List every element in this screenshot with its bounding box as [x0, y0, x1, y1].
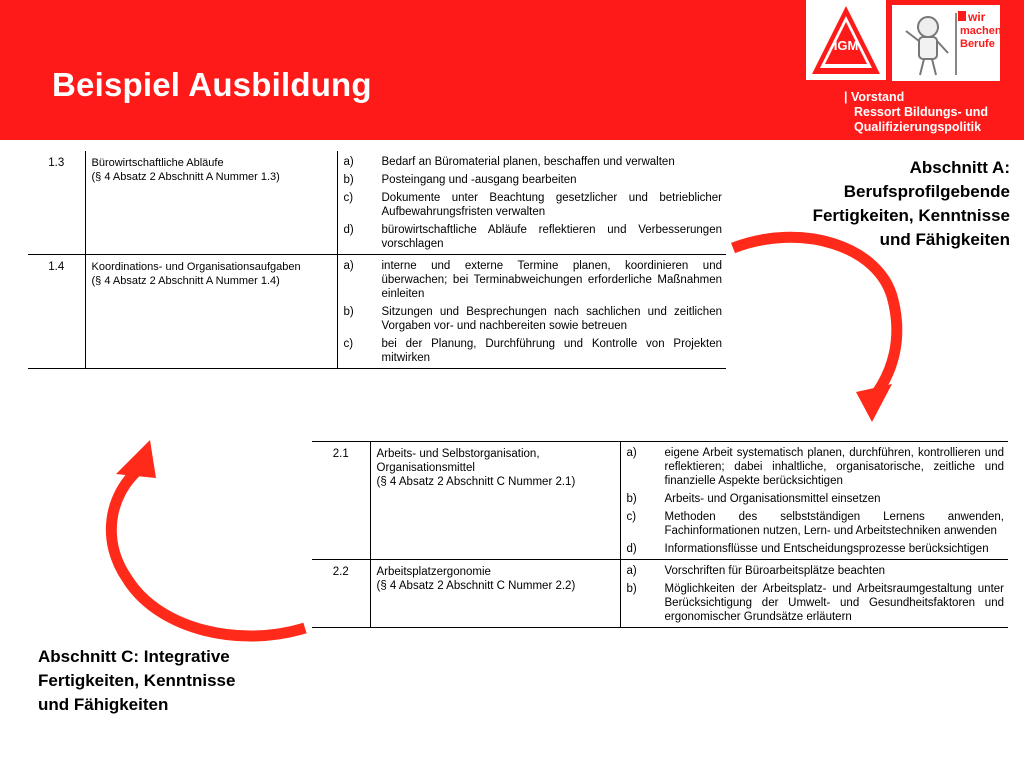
arrow-a-head-icon: [856, 384, 892, 422]
logo-machen-text: machen: [960, 25, 1000, 37]
list-item: c) bei der Planung, Durchführung und Kontrolle von Projekten mitwirken: [343, 338, 722, 364]
list-item: a) interne und externe Termine planen, koordinieren und überwachen; bei Terminabweichungen erforderliche Maßnahmen einleiten: [343, 260, 722, 300]
logo-berufe-text: Berufe: [960, 38, 995, 50]
table-row: [312, 560, 1008, 628]
table-abschnitt-c: [312, 441, 1008, 628]
list-item: b) Posteingang und -ausgang bearbeiten: [343, 174, 577, 186]
table-abschnitt-a: [28, 151, 726, 369]
section-a-label: [760, 156, 1010, 252]
list-item: a) Vorschriften für Büroarbeitsplätze beachten: [626, 565, 886, 577]
row-desc-reference: (§ 4 Absatz 2 Abschnitt A Nummer 1.3): [91, 171, 280, 183]
section-a-line: Abschnitt A:: [909, 158, 1010, 177]
row-number: 2.2: [312, 560, 370, 628]
row-desc-reference: (§ 4 Absatz 2 Abschnitt C Nummer 2.1): [376, 476, 576, 488]
section-a-line: Berufsprofilgebende: [843, 182, 1010, 201]
row-items: [620, 442, 1008, 560]
igm-logo-text: IGM: [833, 38, 859, 53]
row-desc-title: Arbeitsplatzergonomie: [376, 566, 491, 578]
row-items: [337, 151, 726, 255]
row-description: [370, 560, 620, 628]
list-item: a) Bedarf an Büromaterial planen, beschaffen und verwalten: [343, 156, 675, 168]
section-c-label: [38, 645, 298, 717]
row-desc-reference: (§ 4 Absatz 2 Abschnitt A Nummer 1.4): [91, 275, 280, 287]
row-items: [620, 560, 1008, 628]
section-c-line: Fertigkeiten, Kenntnisse: [38, 671, 236, 690]
list-item: b) Sitzungen und Besprechungen nach sachlichen und zeitlichen Vorgaben vor- und nachbereiten sowie betreuen: [343, 306, 722, 332]
arrow-c-icon: [111, 470, 305, 636]
table-row: [28, 255, 726, 369]
section-a-line: und Fähigkeiten: [879, 230, 1010, 249]
row-description: [85, 151, 337, 255]
section-a-line: Fertigkeiten, Kenntnisse: [812, 206, 1010, 225]
list-item: b) Arbeits- und Organisationsmittel einsetzen: [626, 493, 881, 505]
row-desc-reference: (§ 4 Absatz 2 Abschnitt C Nummer 2.2): [376, 580, 576, 592]
page-title: Beispiel Ausbildung: [52, 66, 372, 103]
section-c-line: Abschnitt C: Integrative: [38, 647, 230, 666]
row-desc-title: Arbeits- und Selbstorganisation, Organisationsmittel: [376, 448, 540, 474]
row-desc-title: Bürowirtschaftliche Abläufe: [91, 157, 224, 169]
table-row: [312, 442, 1008, 560]
org-line-2: Ressort Bildungs- und: [854, 105, 989, 119]
table-row: [28, 151, 726, 255]
row-number: 1.3: [28, 151, 85, 255]
arrow-c-head-icon: [116, 440, 156, 478]
list-item: c) Dokumente unter Beachtung gesetzlicher und betrieblicher Aufbewahrungsfristen verwalten: [343, 192, 722, 218]
row-items: [337, 255, 726, 369]
list-item: a) eigene Arbeit systematisch planen, durchführen, kontrollieren und reflektieren; dabei inhaltliche, organisatorische, zeitliche und finanzielle Aspekte berücksichtigen: [626, 447, 1004, 487]
org-line-1: | Vorstand: [844, 90, 905, 104]
row-number: 1.4: [28, 255, 85, 369]
org-line-3: Qualifizierungspolitik: [854, 120, 982, 134]
row-description: [85, 255, 337, 369]
list-item: c) Methoden des selbstständigen Lernens anwenden, Fachinformationen nutzen, Lern- und Arbeitstechniken anwenden: [626, 511, 1004, 537]
logo-wir-text: wir: [968, 10, 986, 24]
arrow-a-icon: [733, 237, 897, 394]
row-desc-title: Koordinations- und Organisationsaufgaben: [91, 261, 301, 273]
section-c-line: und Fähigkeiten: [38, 695, 169, 714]
list-item: d) bürowirtschaftliche Abläufe reflektieren und Verbesserungen vorschlagen: [343, 224, 722, 250]
row-description: [370, 442, 620, 560]
list-item: d) Informationsflüsse und Entscheidungsprozesse berücksichtigen: [626, 543, 989, 555]
row-number: 2.1: [312, 442, 370, 560]
list-item: b) Möglichkeiten der Arbeitsplatz- und Arbeitsraumgestaltung unter Berücksichtigung der Umwelt- und Gesundheitsfaktoren und ergonomischer Grundsätze erläutern: [626, 583, 1004, 623]
